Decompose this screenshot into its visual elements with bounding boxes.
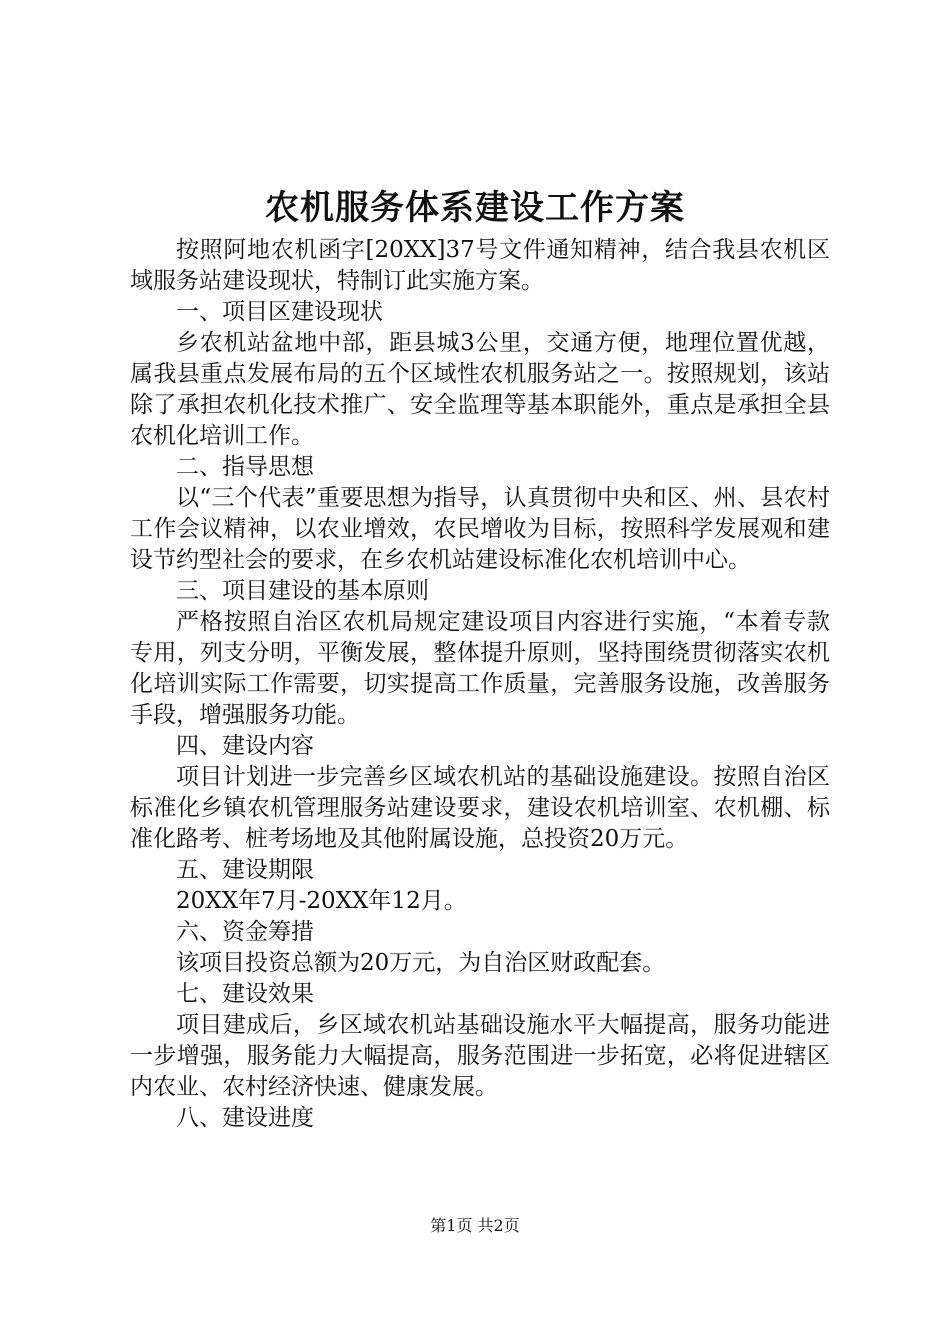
section-heading-3: 三、项目建设的基本原则 — [176, 578, 429, 604]
page-footer: 第1页 共2页 — [430, 1216, 520, 1235]
section-heading-4: 四、建设内容 — [176, 733, 314, 759]
section-heading-6: 六、资金筹措 — [176, 919, 314, 945]
section-heading-2: 二、指导思想 — [176, 454, 314, 480]
paragraph-1: 乡农机站盆地中部，距县城3公里，交通方便，地理位置优越，属我县重点发展布局的五个区域性农机服务站之一。按照规划，该站除了承担农机化技术推广、安全监理等基本职能外，重点是承担全县农机化培训工作。 — [130, 330, 830, 449]
document-title: 农机服务体系建设工作方案 — [265, 188, 685, 228]
paragraph-2: 以“三个代表”重要思想为指导，认真贯彻中央和区、州、县农村工作会议精神，以农业增效，农民增收为目标，按照科学发展观和建设节约型社会的要求，在乡农机站建设标准化农机培训中心。 — [130, 485, 830, 573]
paragraph-3: 严格按照自治区农机局规定建设项目内容进行实施，“本着专款专用，列支分明，平衡发展，整体提升原则，坚持围绕贯彻落实农机化培训实际工作需要，切实提高工作质量，完善服务设施，改善服务手段，增强服务功能。 — [130, 609, 830, 728]
section-heading-8: 八、建设进度 — [176, 1105, 314, 1131]
paragraph-intro: 按照阿地农机函字[20XX]37号文件通知精神，结合我县农机区域服务站建设现状，特制订此实施方案。 — [130, 237, 830, 294]
paragraph-7: 项目建成后，乡区域农机站基础设施水平大幅提高，服务功能进一步增强，服务能力大幅提高，服务范围进一步拓宽，必将促进辖区内农业、农村经济快速、健康发展。 — [130, 1012, 830, 1100]
section-heading-5: 五、建设期限 — [176, 857, 314, 883]
document-body — [130, 235, 830, 1134]
section-heading-1: 一、项目区建设现状 — [176, 299, 383, 325]
paragraph-4: 项目计划进一步完善乡区域农机站的基础设施建设。按照自治区标准化乡镇农机管理服务站建设要求，建设农机培训室、农机棚、标准化路考、桩考场地及其他附属设施，总投资20万元。 — [130, 764, 830, 852]
paragraph-5: 20XX年7月-20XX年12月。 — [176, 888, 467, 914]
section-heading-7: 七、建设效果 — [176, 981, 314, 1007]
paragraph-6: 该项目投资总额为20万元，为自治区财政配套。 — [176, 950, 666, 976]
